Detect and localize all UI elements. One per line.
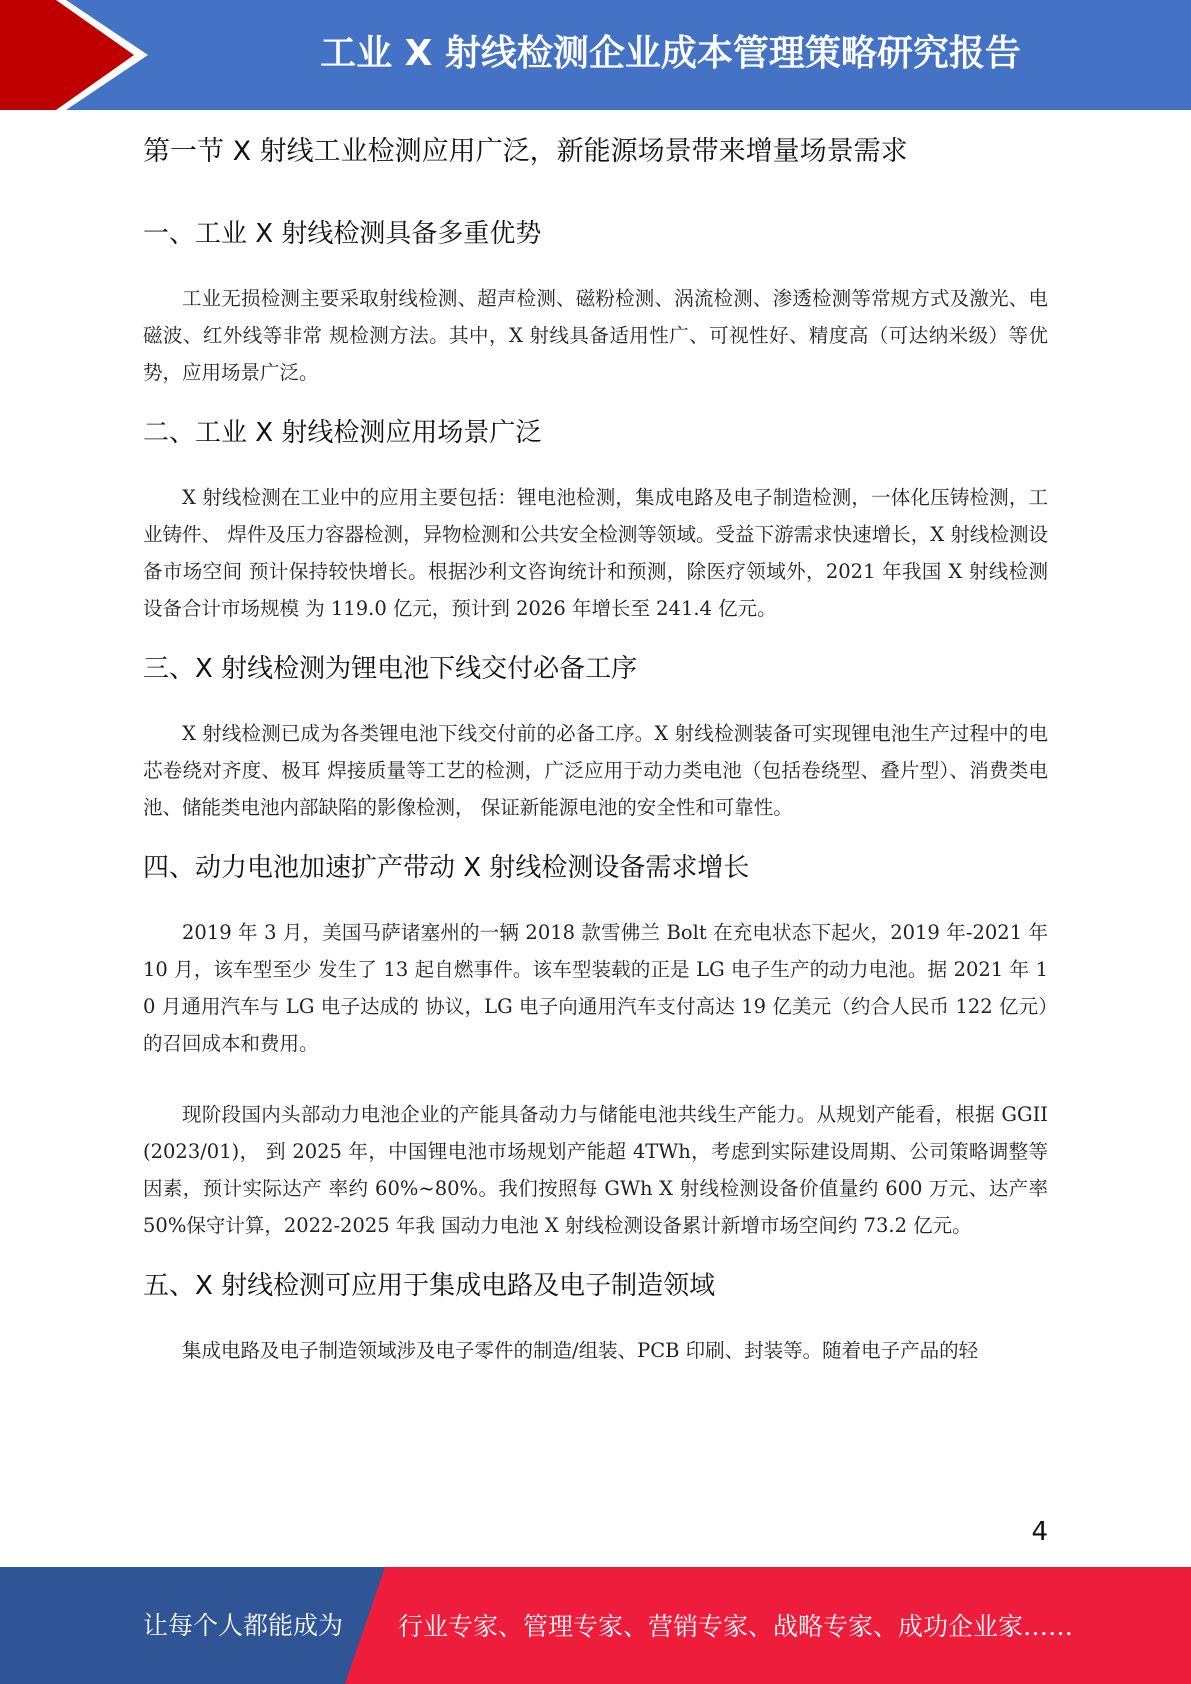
section-4-paragraph-2: 现阶段国内头部动力电池企业的产能具备动力与储能电池共线生产能力。从规划产能看，根据 GGII(2023/01)， 到 2025 年，中国锂电池市场规划产能超 4TWh，考虑到实际建设周期、公司策略调整等因素，预计实际达产 率约 60%~80%。我们按照每 GWh X 射线检测设备价值量约 600 万元、达产率 50%保守计算，2022-2025 年我 国动力电池 X 射线检测设备累计新增市场空间约 73.2 亿元。 (143, 1103, 1048, 1237)
report-title: 工业 X 射线检测企业成本管理策略研究报告 (320, 33, 1021, 74)
section-heading-5: 五、X 射线检测可应用于集成电路及电子制造领域 (143, 1271, 716, 1301)
section-1-paragraph: 工业无损检测主要采取射线检测、超声检测、磁粉检测、涡流检测、渗透检测等常规方式及激光、电磁波、红外线等非常 规检测方法。其中，X 射线具备适用性广、可视性好、精度高（可达纳米级）等优势，应用场景广泛。 (143, 287, 1048, 384)
header-banner (0, 0, 1191, 110)
section-heading-4: 四、动力电池加速扩产带动 X 射线检测设备需求增长 (143, 853, 750, 883)
document-body (143, 128, 1048, 1391)
section-3-paragraph: X 射线检测已成为各类锂电池下线交付前的必备工序。X 射线检测装备可实现锂电池生产过程中的电芯卷绕对齐度、极耳 焊接质量等工艺的检测，广泛应用于动力类电池（包括卷绕型、叠片型）、消费类电池、储能类电池内部缺陷的影像检测， 保证新能源电池的安全性和可靠性。 (143, 722, 1048, 819)
page-number: 4 (1031, 1517, 1048, 1547)
chapter-title: 第一节 X 射线工业检测应用广泛，新能源场景带来增量场景需求 (143, 136, 908, 167)
chevron-arrow-icon (0, 0, 160, 110)
section-4-paragraph-1: 2019 年 3 月，美国马萨诸塞州的一辆 2018 款雪佛兰 Bolt 在充电状态下起火，2019 年-2021 年 10 月，该车型至少 发生了 13 起自燃事件。该车型装载的正是 LG 电子生产的动力电池。据 2021 年 10 月通用汽车与 LG 电子达成的 协议，LG 电子向通用汽车支付高达 19 亿美元（约合人民币 122 亿元）的召回成本和费用。 (143, 921, 1048, 1055)
footer-slogan-left: 让每个人都能成为 (143, 1611, 344, 1640)
footer-banner (0, 1567, 1191, 1684)
section-5-paragraph: 集成电路及电子制造领域涉及电子零件的制造/组装、PCB 印刷、封装等。随着电子产品的轻 (182, 1339, 979, 1362)
section-2-paragraph: X 射线检测在工业中的应用主要包括：锂电池检测，集成电路及电子制造检测，一体化压铸检测，工业铸件、 焊件及压力容器检测，异物检测和公共安全检测等领域。受益下游需求快速增长，X 射线检测设备市场空间 预计保持较快增长。根据沙利文咨询统计和预测，除医疗领域外，2021 年我国 X 射线检测设备合计市场规模 为 119.0 亿元，预计到 2026 年增长至 241.4 亿元。 (143, 486, 1048, 620)
section-heading-1: 一、工业 X 射线检测具备多重优势 (143, 219, 542, 249)
footer-slogan-right: 行业专家、管理专家、营销专家、战略专家、成功企业家…… (398, 1612, 1074, 1641)
section-heading-2: 二、工业 X 射线检测应用场景广泛 (143, 418, 542, 448)
section-heading-3: 三、X 射线检测为锂电池下线交付必备工序 (143, 654, 638, 684)
